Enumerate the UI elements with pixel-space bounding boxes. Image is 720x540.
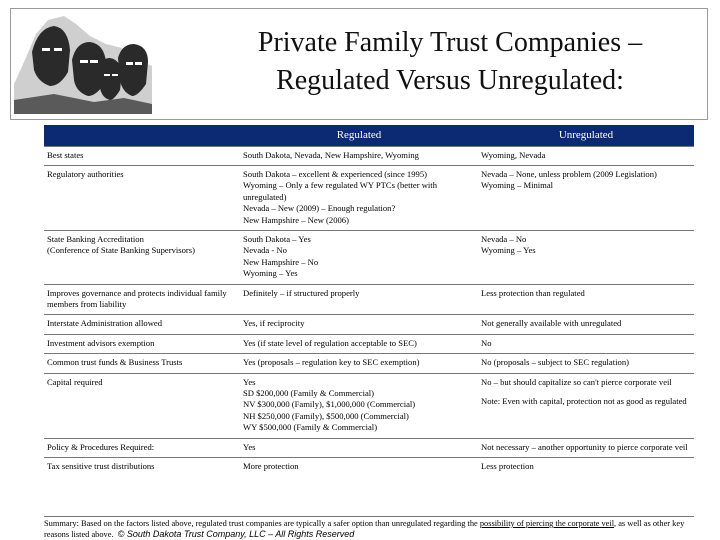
cell-line: New Hampshire – No	[243, 256, 319, 267]
cell-line: Yes	[243, 376, 256, 387]
page-title	[200, 24, 700, 100]
row-label	[44, 458, 240, 477]
cell-line: Not necessary – another opportunity to pierce corporate veil	[481, 441, 688, 452]
cell-line: Definitely – if structured properly	[243, 287, 360, 298]
table-body	[44, 146, 694, 476]
cell-line: South Dakota – excellent & experienced (since 1995)	[243, 168, 427, 179]
cell-line: Note: Even with capital, protection not as good as regulated	[481, 396, 687, 406]
cell-line: Nevada - No	[243, 245, 287, 256]
cell-line: No – but should capitalize so can't pierce corporate veil	[481, 376, 672, 387]
comparison-table	[44, 125, 694, 476]
unregulated-cell	[478, 354, 694, 373]
cell-line: More protection	[243, 461, 299, 472]
regulated-cell	[240, 458, 478, 477]
title-line-1: Private Family Trust Companies –	[257, 27, 643, 58]
title-line-2: Regulated Versus Unregulated:	[276, 65, 624, 96]
header-regulated: Regulated	[240, 125, 478, 146]
unregulated-cell	[478, 315, 694, 334]
row-label	[44, 373, 240, 438]
table-row	[44, 146, 694, 165]
summary-suffix: , as well as other key reasons listed above.	[44, 519, 685, 539]
cell-line	[481, 388, 691, 396]
cell-line: Common trust funds & Business Trusts	[47, 357, 183, 368]
cell-line: Tax sensitive trust distributions	[47, 461, 155, 472]
cell-line: Capital required	[47, 376, 103, 387]
cell-line: Investment advisors exemption	[47, 337, 155, 348]
unregulated-cell	[478, 334, 694, 353]
header-blank	[44, 125, 240, 146]
cell-line: Wyoming – Yes	[481, 245, 536, 256]
row-label	[44, 438, 240, 457]
unregulated-cell	[478, 284, 694, 315]
regulated-cell	[240, 315, 478, 334]
unregulated-cell	[478, 146, 694, 165]
cell-line: (Conference of State Banking Supervisors)	[47, 245, 195, 256]
cell-line: Not generally available with unregulated	[481, 318, 622, 329]
cell-line: Yes	[243, 441, 256, 452]
row-label	[44, 315, 240, 334]
table-row	[44, 284, 694, 315]
unregulated-cell	[478, 458, 694, 477]
cell-line: Yes (proposals – regulation key to SEC exemption)	[243, 357, 420, 368]
cell-line: Wyoming, Nevada	[481, 149, 546, 160]
row-label	[44, 284, 240, 315]
cell-line: WY $500,000 (Family & Commercial)	[243, 422, 378, 433]
table-row	[44, 373, 694, 438]
unregulated-cell	[478, 438, 694, 457]
cell-line: New Hampshire – New (2006)	[243, 214, 349, 225]
table-row	[44, 438, 694, 457]
row-label	[44, 230, 240, 284]
regulated-cell	[240, 165, 478, 230]
regulated-cell	[240, 373, 478, 438]
row-label	[44, 354, 240, 373]
summary-prefix: Summary: Based on the factors listed above, regulated trust companies are typically a safer option than unregulated regarding the	[44, 519, 480, 528]
cell-line: NV $300,000 (Family), $1,000,000 (Commercial)	[243, 399, 416, 410]
cell-line: Less protection	[481, 461, 534, 472]
regulated-cell	[240, 334, 478, 353]
regulated-cell	[240, 146, 478, 165]
cell-line: Policy & Procedures Required:	[47, 441, 155, 452]
table-row	[44, 315, 694, 334]
cell-line: Less protection than regulated	[481, 287, 585, 298]
cell-line: No (proposals – subject to SEC regulation)	[481, 357, 629, 368]
cell-line: Wyoming – Yes	[243, 268, 298, 279]
row-label	[44, 334, 240, 353]
regulated-cell	[240, 438, 478, 457]
unregulated-cell	[478, 230, 694, 284]
cell-line: Improves governance and protects individual family members from liability	[47, 287, 227, 309]
cell-line: Interstate Administration allowed	[47, 318, 163, 329]
cell-line: No	[481, 337, 492, 348]
row-label	[44, 165, 240, 230]
table-row	[44, 334, 694, 353]
table-row	[44, 354, 694, 373]
cell-line: Best states	[47, 149, 84, 160]
cell-line: NH $250,000 (Family), $500,000 (Commercial)	[243, 410, 409, 421]
unregulated-cell	[478, 373, 694, 438]
table-row	[44, 458, 694, 477]
cell-line: Nevada – None, unless problem (2009 Legislation)	[481, 168, 657, 179]
cell-line: State Banking Accreditation	[47, 233, 144, 244]
cell-line: South Dakota, Nevada, New Hampshire, Wyoming	[243, 149, 419, 160]
header-unregulated: Unregulated	[478, 125, 694, 146]
regulated-cell	[240, 230, 478, 284]
cell-line: Wyoming – Minimal	[481, 180, 554, 191]
table-row	[44, 165, 694, 230]
regulated-cell	[240, 284, 478, 315]
copyright-notice: © South Dakota Trust Company, LLC – All Rights Reserved	[117, 529, 355, 539]
cell-line: Yes (if state level of regulation acceptable to SEC)	[243, 337, 417, 348]
summary-underlined: possibility of piercing the corporate veil	[479, 519, 615, 528]
mount-rushmore-icon	[14, 14, 152, 114]
cell-line: Regulatory authorities	[47, 168, 124, 179]
cell-line: South Dakota – Yes	[243, 233, 311, 244]
cell-line: Wyoming – Only a few regulated WY PTCs (better with unregulated)	[243, 180, 437, 202]
cell-line: SD $200,000 (Family & Commercial)	[243, 388, 375, 398]
unregulated-cell	[478, 165, 694, 230]
cell-line: Nevada – No	[481, 233, 527, 244]
regulated-cell	[240, 354, 478, 373]
cell-line: Nevada – New (2009) – Enough regulation?	[243, 203, 396, 214]
summary-note	[44, 516, 694, 540]
row-label	[44, 146, 240, 165]
cell-line: Yes, if reciprocity	[243, 318, 305, 329]
table-row	[44, 230, 694, 284]
table-header-row	[44, 125, 694, 146]
